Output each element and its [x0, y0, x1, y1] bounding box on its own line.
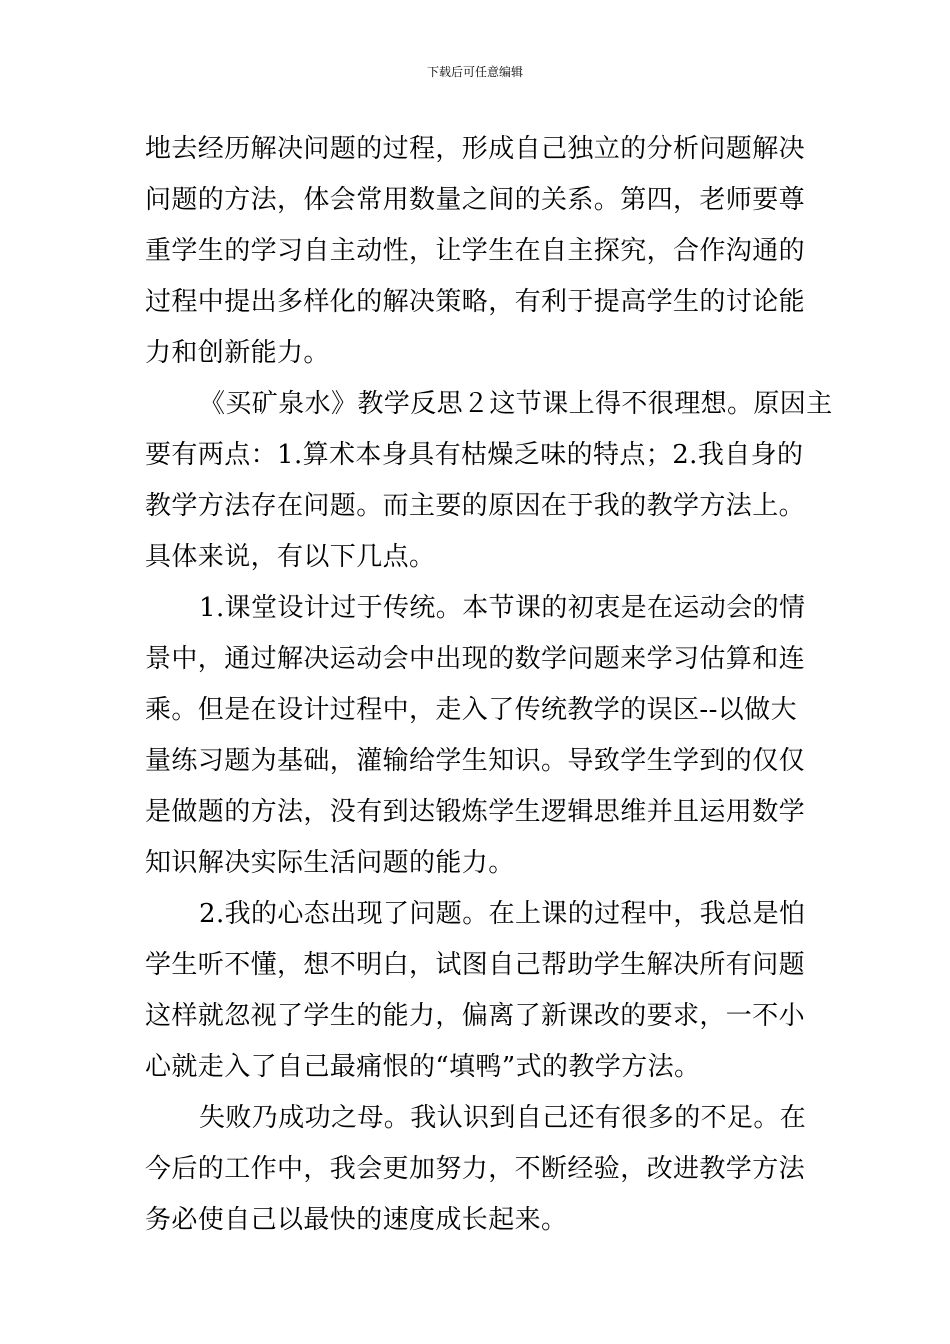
text-line: 乘。但是在设计过程中，走入了传统教学的误区--以做大 [145, 695, 797, 725]
document-body [145, 124, 833, 1246]
paragraph-point-2 [145, 889, 810, 1093]
text-line: 教学方法存在问题。而主要的原因在于我的教学方法上。 [145, 491, 806, 521]
text-line: 过程中提出多样化的解决策略，有利于提高学生的讨论能 [145, 287, 806, 317]
text-line: 这样就忽视了学生的能力，偏离了新课改的要求，一不小 [145, 1001, 806, 1031]
text-line: 今后的工作中，我会更加努力，不断经验，改进教学方法 [145, 1154, 806, 1184]
text-line: 知识解决实际生活问题的能力。 [145, 848, 515, 878]
text-line: 问题的方法，体会常用数量之间的关系。第四，老师要尊 [145, 185, 806, 215]
text-line: 地去经历解决问题的过程，形成自己独立的分析问题解决 [145, 134, 806, 164]
text-line: 具体来说，有以下几点。 [145, 542, 436, 572]
text-line: 量练习题为基础，灌输给学生知识。导致学生学到的仅仅 [145, 746, 806, 776]
page-header: 下载后可任意编辑 [426, 65, 523, 79]
text-line: 力和创新能力。 [145, 338, 330, 368]
text-line: 务必使自己以最快的速度成长起来。 [145, 1205, 568, 1235]
text-line: 心就走入了自己最痛恨的“填鸭”式的教学方法。 [145, 1052, 701, 1082]
paragraph-continuation [145, 124, 810, 379]
paragraph-conclusion [145, 1093, 810, 1246]
paragraph-point-1 [145, 583, 810, 889]
text-line: 要有两点：1.算术本身具有枯燥乏味的特点；2.我自身的 [145, 440, 804, 470]
text-line: 重学生的学习自主动性，让学生在自主探究，合作沟通的 [145, 236, 806, 266]
text-line: 学生听不懂，想不明白，试图自己帮助学生解决所有问题 [145, 950, 806, 980]
text-line: 2.我的心态出现了问题。在上课的过程中，我总是怕 [199, 899, 806, 929]
text-line: 失败乃成功之母。我认识到自己还有很多的不足。在 [199, 1103, 807, 1133]
paragraph-reflection-2 [145, 379, 833, 583]
text-line: 是做题的方法，没有到达锻炼学生逻辑思维并且运用数学 [145, 797, 806, 827]
text-line: 《买矿泉水》教学反思２这节课上得不很理想。原因主 [199, 389, 833, 419]
text-line: 1.课堂设计过于传统。本节课的初衷是在运动会的情 [199, 593, 806, 623]
text-line: 景中，通过解决运动会中出现的数学问题来学习估算和连 [145, 644, 806, 674]
